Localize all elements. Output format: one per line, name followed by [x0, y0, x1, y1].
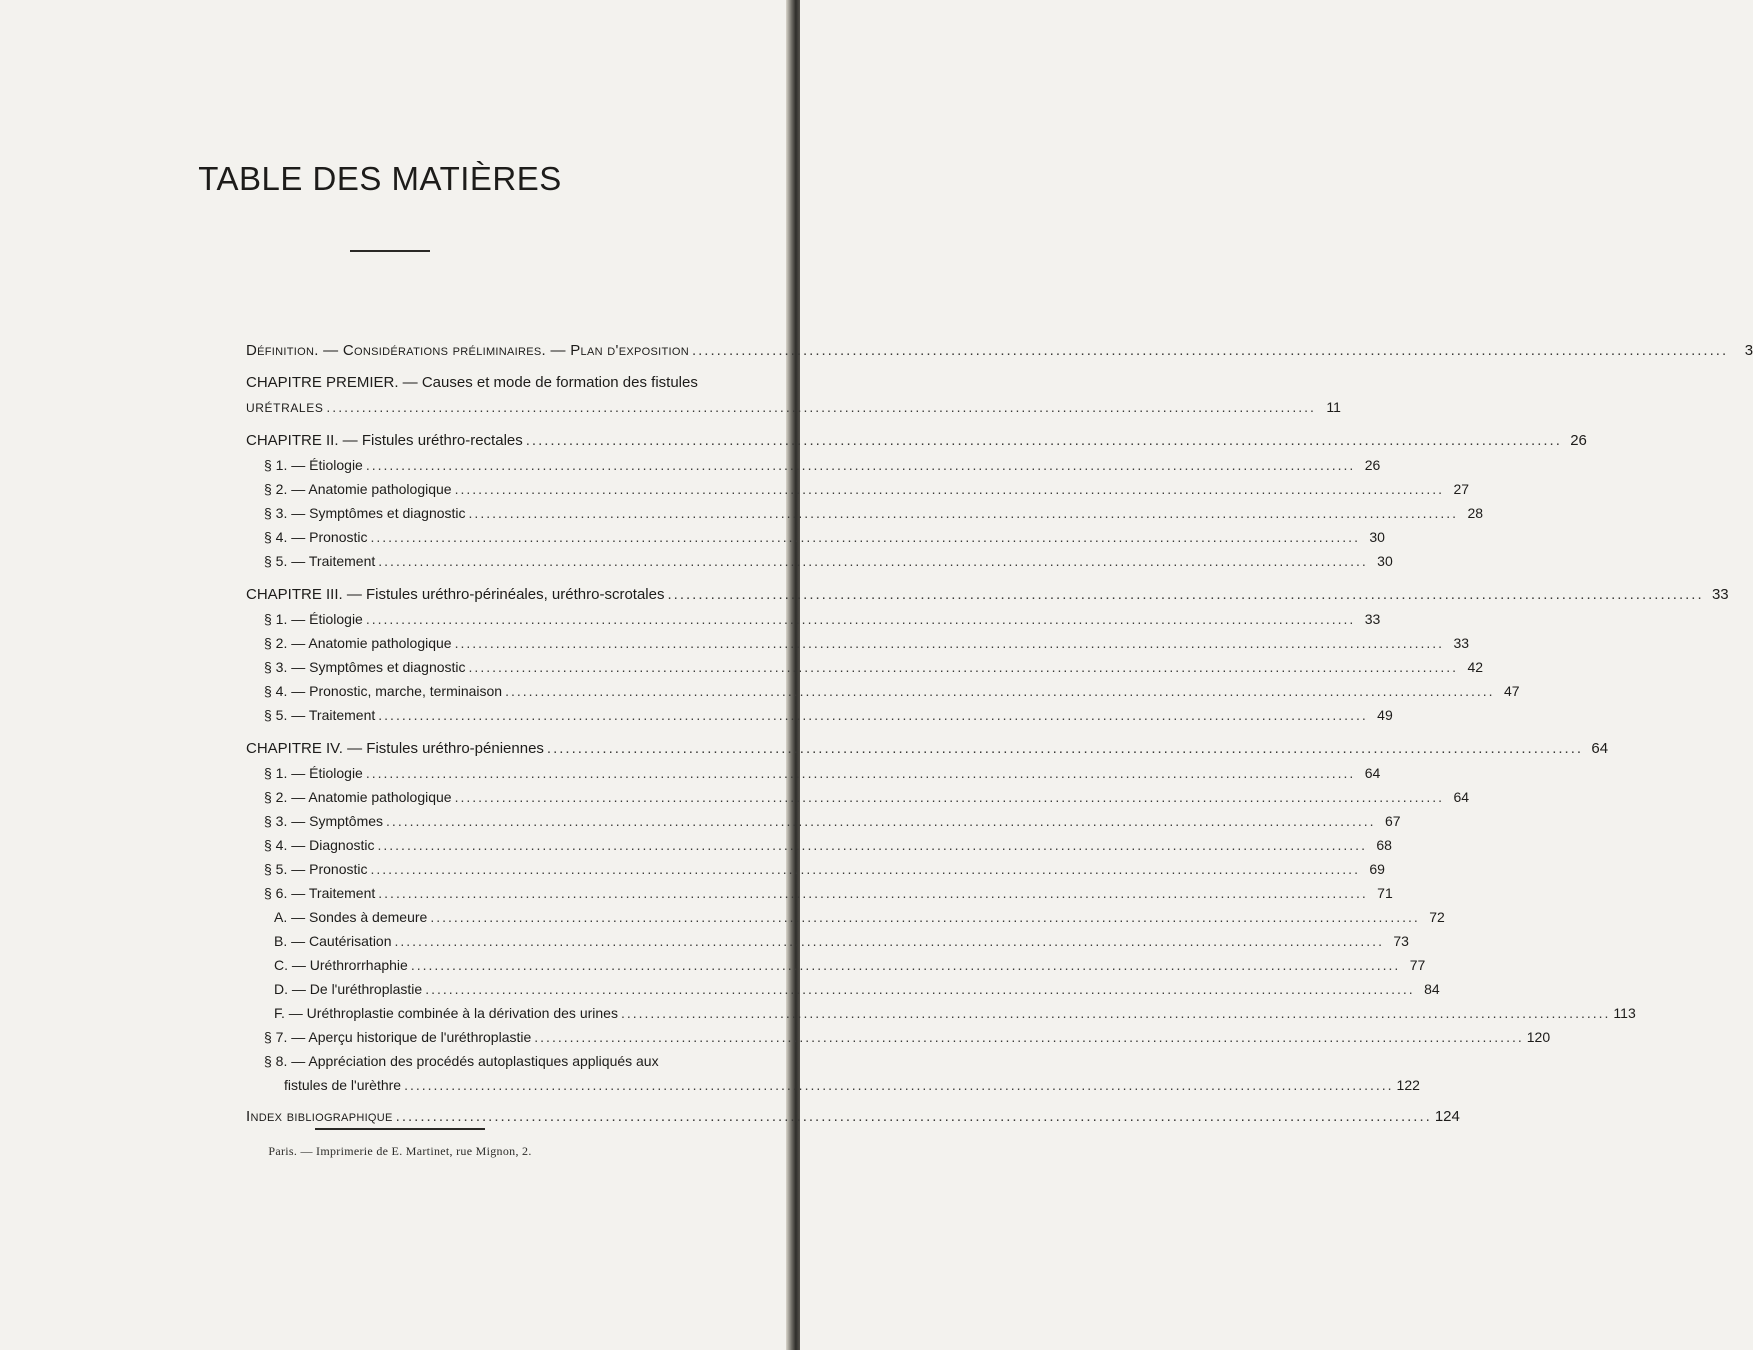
- footer-rule: [315, 1128, 485, 1130]
- toc-entry-label: § 5. — Pronostic: [264, 861, 368, 877]
- toc-entry-label: § 6. — Traitement: [264, 885, 376, 901]
- toc-section: [264, 812, 1401, 830]
- toc-entry-page: 71: [1377, 885, 1393, 901]
- toc-section: [264, 634, 1470, 652]
- toc-section: [284, 1076, 1420, 1094]
- toc-entry-page: 122: [1396, 1077, 1420, 1093]
- toc-section-8-line1: § 8. — Appréciation des procédés autoplastiques appliqués aux: [264, 1053, 659, 1069]
- dot-leader: [505, 682, 1494, 700]
- dot-leader: [366, 456, 1355, 474]
- toc-section: [264, 610, 1381, 628]
- dot-leader: [378, 884, 1367, 902]
- toc-entry-label: D. — De l'uréthroplastie: [274, 981, 423, 997]
- toc-subsection: [274, 908, 1445, 926]
- dot-leader: [455, 788, 1444, 806]
- title-rule: [350, 250, 430, 252]
- toc-section: [264, 1028, 1551, 1046]
- dot-leader: [667, 586, 1703, 604]
- toc-entry-label: CHAPITRE IV. — Fistules uréthro-péniennes: [246, 740, 544, 757]
- toc-section: [264, 764, 1381, 782]
- toc-entry-label: § 1. — Étiologie: [264, 765, 363, 781]
- toc-entry-label: § 2. — Anatomie pathologique: [264, 481, 452, 497]
- dot-leader: [411, 956, 1400, 974]
- toc-entry-page: 64: [1364, 765, 1381, 781]
- dot-leader: [455, 634, 1444, 652]
- dot-leader: [371, 528, 1360, 546]
- toc-entry-chapter1: [246, 398, 1341, 417]
- toc-section: [264, 456, 1381, 474]
- dot-leader: [469, 658, 1458, 676]
- toc-entry-page: 49: [1377, 707, 1393, 723]
- dot-leader: [366, 764, 1355, 782]
- toc-entry-chapter2: [246, 432, 1587, 450]
- toc-subsection: [274, 956, 1426, 974]
- toc-subsection: [274, 1004, 1636, 1022]
- toc-entry-page: 84: [1424, 981, 1440, 997]
- dot-leader: [547, 740, 1583, 758]
- dot-leader: [395, 932, 1384, 950]
- toc-entry-label: Définition. — Considérations préliminaires. — Plan d'exposition: [246, 342, 689, 359]
- dot-leader: [386, 812, 1375, 830]
- toc-subsection: [274, 980, 1440, 998]
- printer-imprint: Paris. — Imprimerie de E. Martinet, rue Mignon, 2.: [268, 1144, 532, 1158]
- dot-leader: [371, 860, 1360, 878]
- toc-entry-page: 26: [1570, 432, 1587, 449]
- toc-section: [264, 504, 1484, 522]
- toc-entry-label: § 5. — Traitement: [264, 553, 376, 569]
- dot-leader: [692, 342, 1728, 360]
- toc-entry-chapter4: [246, 740, 1609, 758]
- toc-entry-page: 73: [1393, 933, 1409, 949]
- dot-leader: [378, 552, 1367, 570]
- toc-entry-label: § 1. — Étiologie: [264, 457, 363, 473]
- dot-leader: [534, 1028, 1523, 1046]
- toc-entry-label: A. — Sondes à demeure: [274, 909, 428, 925]
- toc-section: [264, 884, 1393, 902]
- toc-section: [264, 836, 1392, 854]
- toc-entry-page: 113: [1613, 1005, 1636, 1021]
- toc-section: [264, 788, 1470, 806]
- toc-entry-page: 33: [1453, 635, 1470, 651]
- toc-entry-label: C. — Uréthrorrhaphie: [274, 957, 408, 973]
- toc-section: [264, 658, 1484, 676]
- toc-entry-label: § 3. — Symptômes: [264, 813, 384, 829]
- toc-entry-label: § 3. — Symptômes et diagnostic: [264, 659, 466, 675]
- dot-leader: [378, 706, 1367, 724]
- dot-leader: [396, 1108, 1432, 1126]
- toc-entry-label: § 1. — Étiologie: [264, 611, 363, 627]
- toc-entry-label: § 4. — Pronostic: [264, 529, 368, 545]
- toc-entry-page: 33: [1364, 611, 1381, 627]
- toc-entry-page: 120: [1526, 1029, 1551, 1045]
- dot-leader: [621, 1004, 1610, 1022]
- toc-entry-page: 30: [1377, 553, 1393, 569]
- toc-entry-page: 3: [1744, 342, 1753, 359]
- dot-leader: [455, 480, 1444, 498]
- toc-entry-label: B. — Cautérisation: [274, 933, 392, 949]
- toc-entry-page: 28: [1467, 505, 1484, 521]
- toc-entry-label: F. — Uréthroplastie combinée à la dérivation des urines: [274, 1005, 618, 1021]
- toc-entry-label: CHAPITRE III. — Fistules uréthro-périnéales, uréthro-scrotales: [246, 586, 665, 603]
- toc-entry-chapter3: [246, 586, 1729, 604]
- toc-entry-label: URÉTRALES: [246, 401, 324, 415]
- dot-leader: [404, 1076, 1393, 1094]
- toc-entry-label: CHAPITRE II. — Fistules uréthro-rectales: [246, 432, 523, 449]
- toc-entry-page: 47: [1504, 683, 1520, 699]
- toc-entry-page: 77: [1409, 957, 1426, 973]
- toc-entry-label: Index bibliographique: [246, 1108, 393, 1125]
- toc-entry-page: 26: [1364, 457, 1381, 473]
- dot-leader: [378, 836, 1367, 854]
- toc-entry-label: § 4. — Diagnostic: [264, 837, 375, 853]
- toc-entry-page: 42: [1467, 659, 1484, 675]
- toc-section: [264, 552, 1393, 570]
- toc-entry-page: 69: [1369, 861, 1385, 877]
- toc-entry-label: § 2. — Anatomie pathologique: [264, 635, 452, 651]
- toc-entry-page: 67: [1384, 813, 1401, 829]
- toc-entry-index: [246, 1108, 1460, 1126]
- toc-entry-label: § 2. — Anatomie pathologique: [264, 789, 452, 805]
- toc-section: [264, 682, 1520, 700]
- toc-section: [264, 706, 1393, 724]
- toc-section: [264, 480, 1470, 498]
- dot-leader: [326, 398, 1315, 416]
- dot-leader: [526, 432, 1562, 450]
- toc-section: [264, 860, 1385, 878]
- toc-entry-page: 11: [1326, 399, 1341, 415]
- toc-entry-page: 64: [1591, 740, 1609, 757]
- toc-section: [264, 528, 1385, 546]
- toc-entry-page: 27: [1453, 481, 1470, 497]
- dot-leader: [469, 504, 1458, 522]
- toc-entry-label: § 5. — Traitement: [264, 707, 376, 723]
- page-title: TABLE DES MATIÈRES: [198, 160, 562, 197]
- dot-leader: [366, 610, 1355, 628]
- toc-chapter1-line1: CHAPITRE PREMIER. — Causes et mode de formation des fistules: [246, 374, 698, 391]
- dot-leader: [430, 908, 1419, 926]
- dot-leader: [425, 980, 1414, 998]
- toc-entry-page: 64: [1453, 789, 1470, 805]
- toc-entry-page: 124: [1434, 1108, 1460, 1125]
- toc-entry-label: § 4. — Pronostic, marche, terminaison: [264, 683, 503, 699]
- toc-entry-page: 68: [1376, 837, 1392, 853]
- toc-entry-intro: [246, 342, 1753, 360]
- toc-entry-page: 33: [1711, 586, 1729, 603]
- toc-entry-page: 72: [1429, 909, 1445, 925]
- toc-entry-label: § 3. — Symptômes et diagnostic: [264, 505, 466, 521]
- toc-entry-label: § 7. — Aperçu historique de l'uréthroplastie: [264, 1029, 532, 1045]
- toc-entry-label: fistules de l'urèthre: [284, 1077, 402, 1093]
- toc-subsection: [274, 932, 1409, 950]
- toc-entry-page: 30: [1369, 529, 1385, 545]
